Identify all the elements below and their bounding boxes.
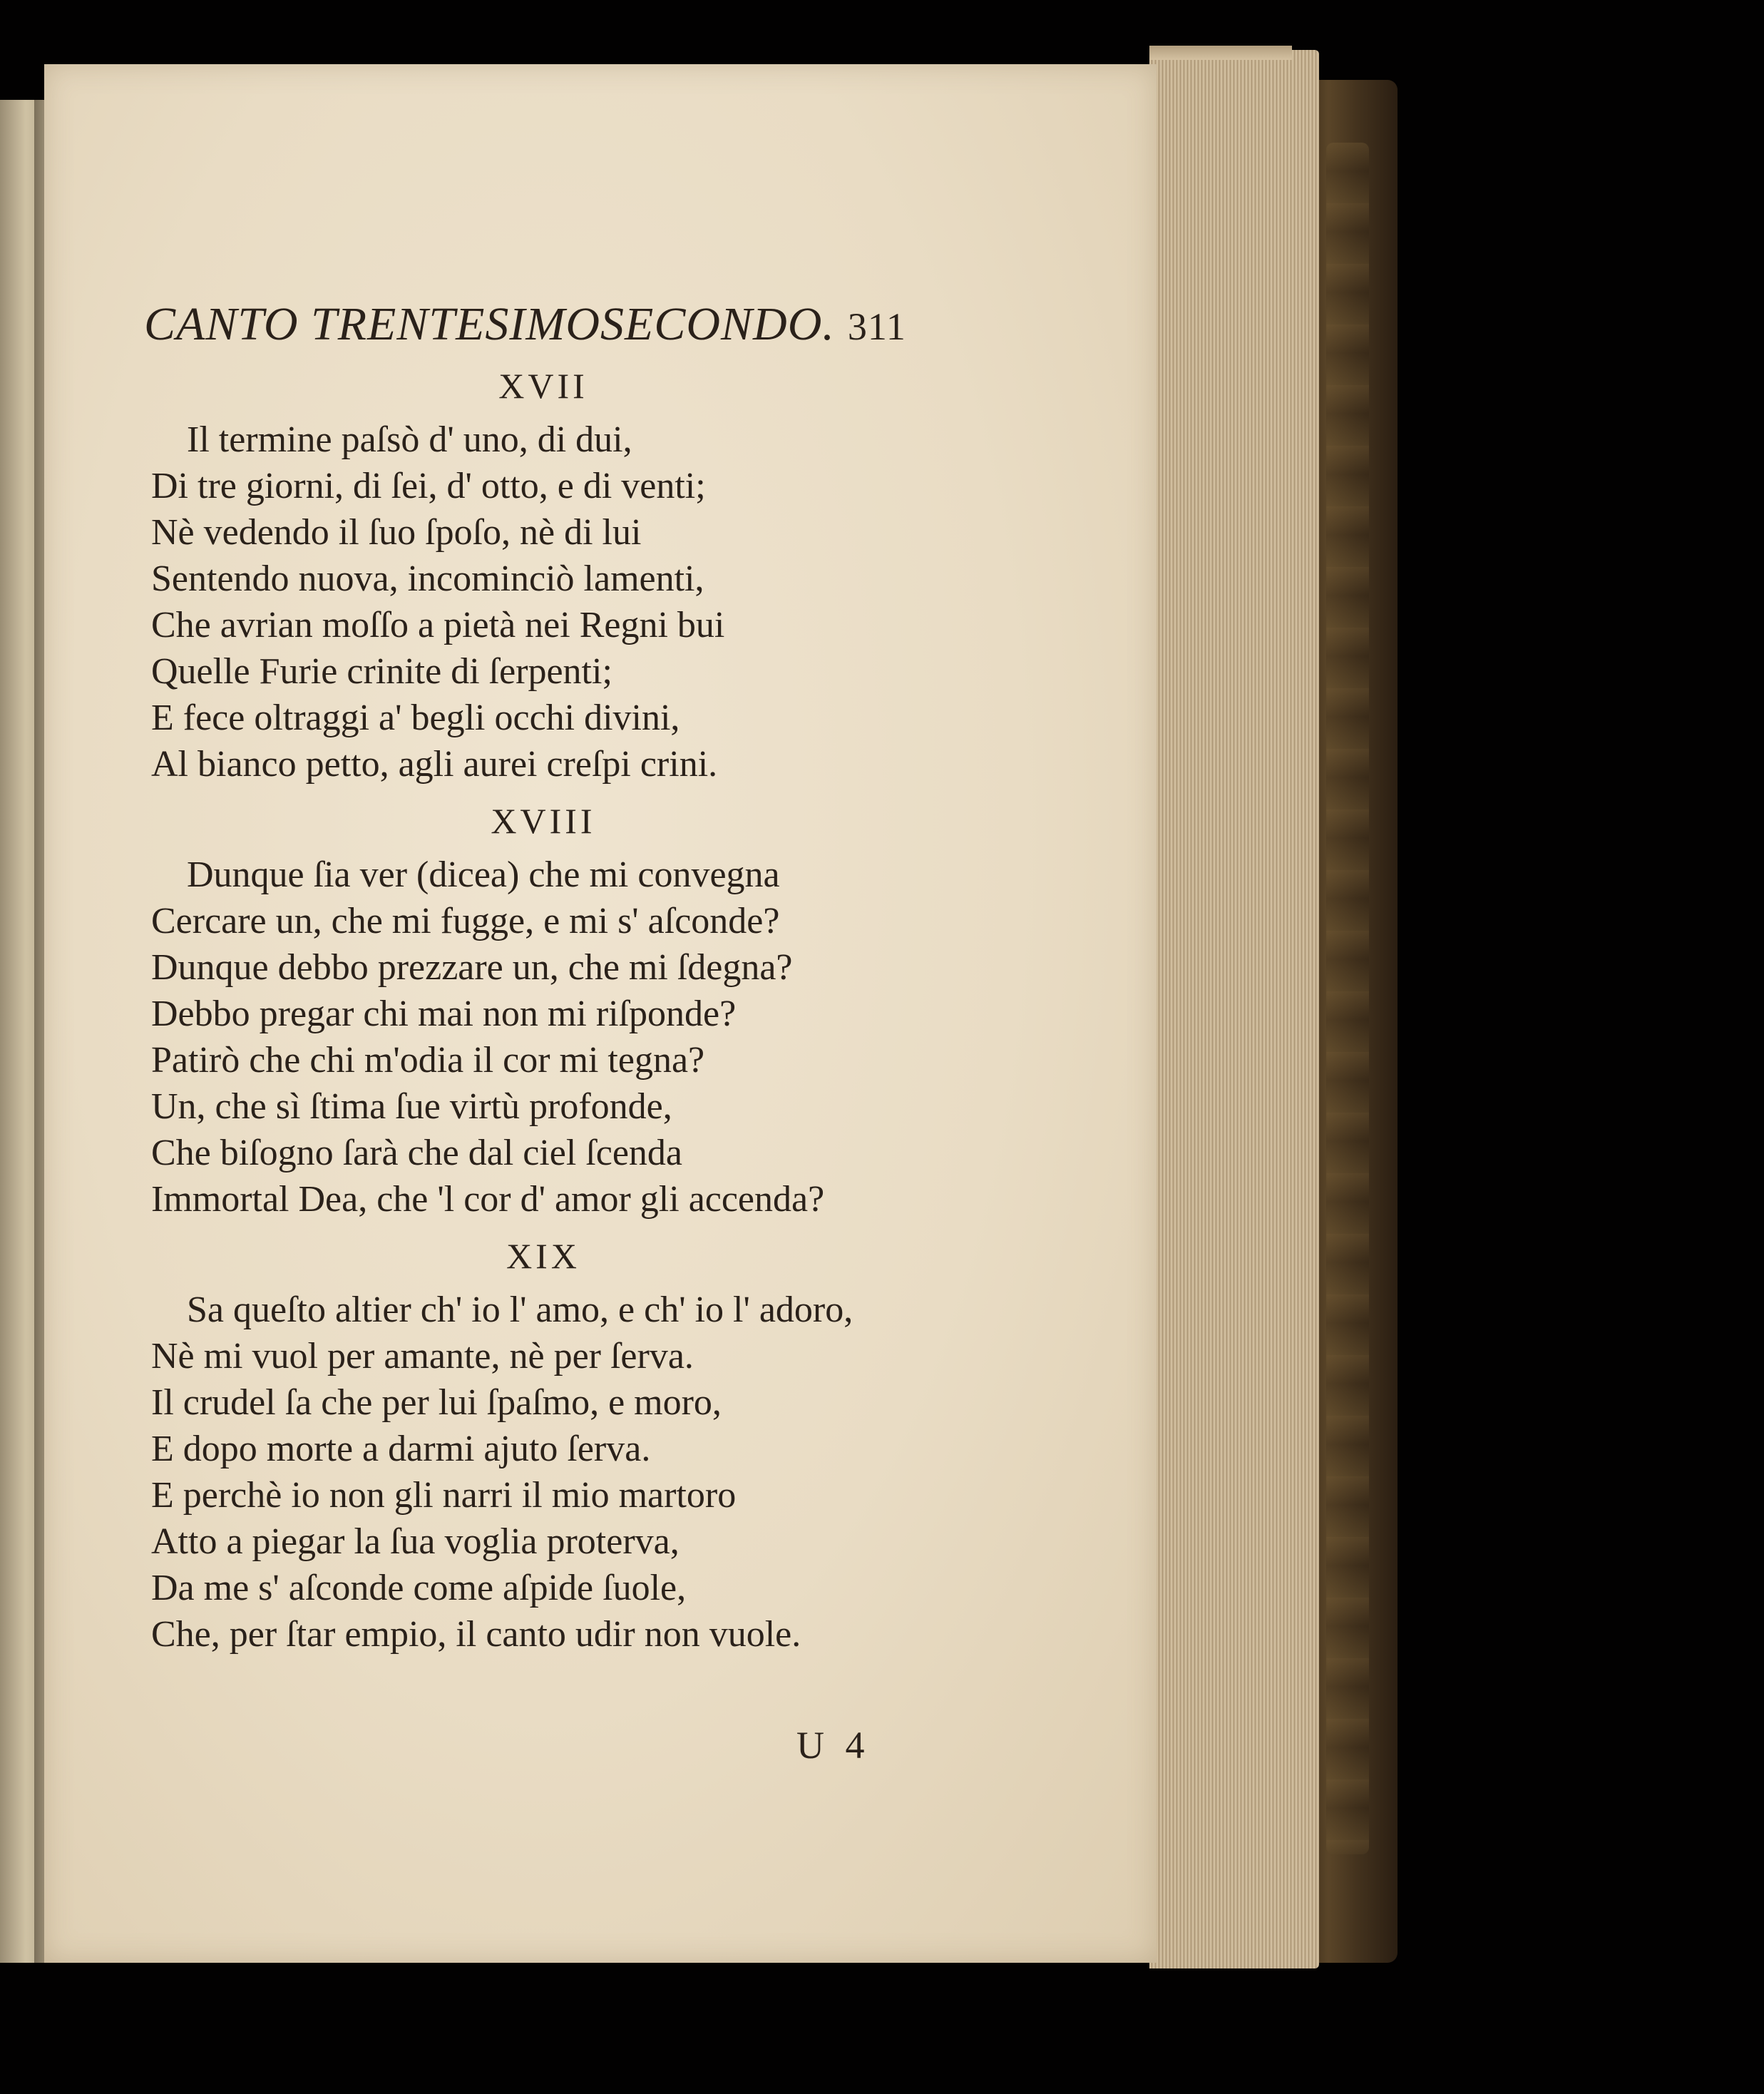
- book-page: [44, 64, 1157, 1963]
- page-text: [44, 64, 1157, 1963]
- verse-line: Dunque debbo prezzare un, che mi ſdegna?: [151, 947, 793, 988]
- running-head: [144, 292, 1000, 357]
- verse-line: Che biſogno ſarà che dal ciel ſcenda: [151, 1133, 683, 1173]
- stanza: [151, 417, 1028, 787]
- verse-line: Un, che sì ſtima ſue virtù profonde,: [151, 1086, 672, 1127]
- signature-mark: U 4: [796, 1724, 871, 1767]
- verse-line: Che avrian moſſo a pietà nei Regni bui: [151, 605, 725, 645]
- stanza: [151, 852, 1028, 1222]
- cover-texture: [1326, 143, 1369, 1854]
- verse-line: E dopo morte a darmi ajuto ſerva.: [151, 1429, 651, 1469]
- verse-line: Atto a piegar la ſua voglia proterva,: [151, 1521, 680, 1562]
- page-block-top: [1149, 46, 1292, 60]
- verse-line: Nè vedendo il ſuo ſpoſo, nè di lui: [151, 512, 642, 553]
- verse-line: Al bianco petto, agli aurei creſpi crini.: [151, 744, 718, 785]
- verse-line: Sa queſto altier ch' io l' amo, e ch' io l' adoro,: [187, 1289, 853, 1330]
- verse-line: Debbo pregar chi mai non mi riſponde?: [151, 994, 737, 1034]
- page-number: 311: [847, 305, 906, 348]
- page-block-edges: [1149, 50, 1319, 1968]
- verse-line: Patirò che chi m'odia il cor mi tegna?: [151, 1040, 705, 1081]
- stanza-number: XVIII: [491, 801, 596, 841]
- verse-line: Che, per ſtar empio, il canto udir non vuole.: [151, 1614, 801, 1655]
- stanza-number: XIX: [506, 1236, 580, 1276]
- verse-line: Dunque ſia ver (dicea) che mi convegna: [187, 854, 780, 895]
- verse-line: E fece oltraggi a' begli occhi divini,: [151, 698, 680, 738]
- verse-line: Il crudel ſa che per lui ſpaſmo, e moro,: [151, 1382, 722, 1423]
- stanza-number: XVII: [498, 366, 588, 406]
- verse-line: Da me s' aſconde come aſpide ſuole,: [151, 1568, 687, 1608]
- canto-title: CANTO TRENTESIMOSECONDO.: [144, 298, 835, 350]
- verse-line: Di tre giorni, di ſei, d' otto, e di venti;: [151, 466, 706, 506]
- stanza: [151, 1287, 1028, 1658]
- verse-line: Quelle Furie crinite di ſerpenti;: [151, 651, 612, 692]
- verse-line: E perchè io non gli narri il mio martoro: [151, 1475, 737, 1516]
- verse-line: Sentendo nuova, incominciò lamenti,: [151, 558, 704, 599]
- verse-line: Immortal Dea, che 'l cor d' amor gli accenda?: [151, 1179, 825, 1220]
- verse-line: Nè mi vuol per amante, nè per ſerva.: [151, 1336, 694, 1377]
- verse-line: Il termine paſsò d' uno, di dui,: [187, 419, 632, 460]
- verse-line: Cercare un, che mi fugge, e mi s' aſconde?: [151, 901, 780, 941]
